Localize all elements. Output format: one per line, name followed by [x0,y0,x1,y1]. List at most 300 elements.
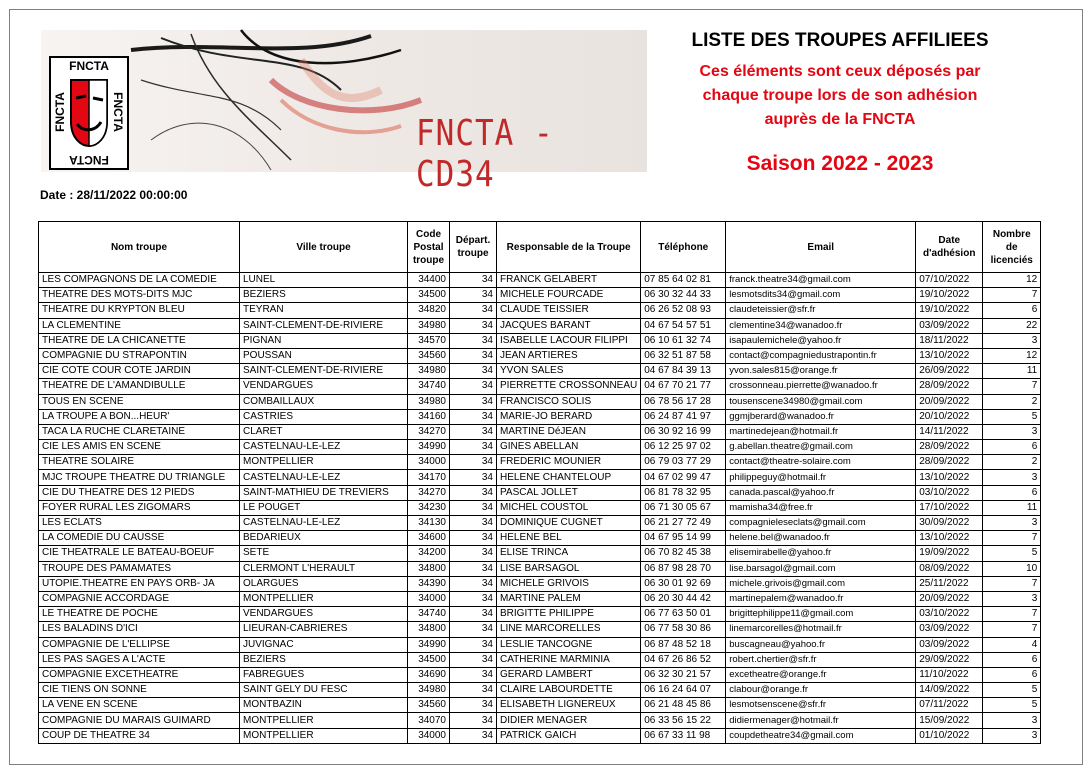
cell-cp: 34800 [408,622,450,637]
cell-responsable: LINE MARCORELLES [497,622,641,637]
cell-email[interactable]: excetheatre@orange.fr [726,667,916,682]
cell-email[interactable]: lesmotsenscene@sfr.fr [726,698,916,713]
cell-dep: 34 [450,303,497,318]
season-label: Saison 2022 - 2023 [746,152,934,175]
cell-email[interactable]: claudeteissier@sfr.fr [726,303,916,318]
cell-ville: CLARET [240,424,408,439]
col-header-dep: Départ. troupe [450,222,497,273]
cell-telephone: 04 67 95 14 99 [641,531,726,546]
cell-telephone: 06 71 30 05 67 [641,500,726,515]
cell-telephone: 06 16 24 64 07 [641,683,726,698]
cell-dep: 34 [450,440,497,455]
cell-responsable: PASCAL JOLLET [497,485,641,500]
cell-responsable: CLAIRE LABOURDETTE [497,683,641,698]
cell-nom: UTOPIE.THEATRE EN PAYS ORB- JA [39,576,240,591]
cell-telephone: 04 67 02 99 47 [641,470,726,485]
table-row [39,273,1041,288]
logo-text-right: FNCTA [111,92,125,132]
cell-telephone: 06 87 98 28 70 [641,561,726,576]
table-row [39,531,1041,546]
cell-responsable: MARIE-JO BERARD [497,409,641,424]
cell-date: 08/09/2022 [916,561,983,576]
cell-ville: SAINT-CLEMENT-DE-RIVIERE [240,318,408,333]
cell-dep: 34 [450,531,497,546]
subtitle-line: Ces éléments sont ceux déposés par [699,63,981,80]
cell-cp: 34560 [408,348,450,363]
table-row [39,500,1041,515]
cell-date: 17/10/2022 [916,500,983,515]
cell-licencies: 7 [983,288,1041,303]
cell-licencies: 3 [983,728,1041,743]
table-row [39,303,1041,318]
table-row [39,348,1041,363]
cell-responsable: PIERRETTE CROSSONNEAU [497,379,641,394]
cell-ville: CASTELNAU-LE-LEZ [240,516,408,531]
cell-nom: LA VENE EN SCENE [39,698,240,713]
cell-cp: 34800 [408,561,450,576]
cell-dep: 34 [450,318,497,333]
table-row [39,546,1041,561]
cell-licencies: 3 [983,470,1041,485]
cell-date: 25/11/2022 [916,576,983,591]
cell-licencies: 7 [983,622,1041,637]
cell-licencies: 3 [983,591,1041,606]
cell-responsable: BRIGITTE PHILIPPE [497,607,641,622]
cell-licencies: 3 [983,333,1041,348]
cell-date: 20/09/2022 [916,591,983,606]
cell-date: 19/10/2022 [916,288,983,303]
cell-cp: 34170 [408,470,450,485]
cell-ville: BEZIERS [240,288,408,303]
table-row [39,424,1041,439]
cell-telephone: 06 20 30 44 42 [641,591,726,606]
cell-dep: 34 [450,698,497,713]
cell-date: 19/10/2022 [916,303,983,318]
cell-telephone: 06 24 87 41 97 [641,409,726,424]
cell-email[interactable]: buscagneau@yahoo.fr [726,637,916,652]
cell-ville: LE POUGET [240,500,408,515]
cell-telephone: 04 67 54 57 51 [641,318,726,333]
cell-telephone: 04 67 84 39 13 [641,364,726,379]
logo-text-top: FNCTA [69,59,109,73]
cell-nom: THEATRE DE L'AMANDIBULLE [39,379,240,394]
cell-nom: MJC TROUPE THEATRE DU TRIANGLE [39,470,240,485]
cell-email[interactable]: compagnieleseclats@gmail.com [726,516,916,531]
cell-licencies: 11 [983,364,1041,379]
cell-responsable: LESLIE TANCOGNE [497,637,641,652]
cell-email[interactable]: michele.grivois@gmail.com [726,576,916,591]
cell-cp: 34270 [408,485,450,500]
cell-email[interactable]: clementine34@wanadoo.fr [726,318,916,333]
table-row [39,637,1041,652]
cell-licencies: 6 [983,652,1041,667]
cell-licencies: 5 [983,683,1041,698]
cell-ville: SAINT GELY DU FESC [240,683,408,698]
cell-telephone: 06 81 78 32 95 [641,485,726,500]
cell-email[interactable]: franck.theatre34@gmail.com [726,273,916,288]
cell-telephone: 06 87 48 52 18 [641,637,726,652]
cell-responsable: MICHELE GRIVOIS [497,576,641,591]
cell-dep: 34 [450,576,497,591]
cell-dep: 34 [450,713,497,728]
cell-ville: MONTPELLIER [240,455,408,470]
col-header-licencies: Nombre de licenciés [983,222,1041,273]
cell-date: 01/10/2022 [916,728,983,743]
cell-date: 29/09/2022 [916,652,983,667]
cell-email[interactable]: lise.barsagol@gmail.com [726,561,916,576]
cell-dep: 34 [450,364,497,379]
cell-date: 03/09/2022 [916,622,983,637]
cell-ville: BEDARIEUX [240,531,408,546]
cell-telephone: 06 10 61 32 74 [641,333,726,348]
cell-telephone: 07 85 64 02 81 [641,273,726,288]
col-header-email: Email [726,222,916,273]
cell-nom: LA TROUPE A BON...HEUR' [39,409,240,424]
cell-email[interactable]: canada.pascal@yahoo.fr [726,485,916,500]
cell-telephone: 06 30 92 16 99 [641,424,726,439]
cell-cp: 34000 [408,591,450,606]
col-header-date: Date d'adhésion [916,222,983,273]
cell-licencies: 4 [983,637,1041,652]
cell-licencies: 22 [983,318,1041,333]
table-row [39,318,1041,333]
subtitle-line: chaque troupe lors de son adhésion [702,87,978,104]
cell-telephone: 06 67 33 11 98 [641,728,726,743]
cell-licencies: 6 [983,440,1041,455]
cell-cp: 34990 [408,637,450,652]
cell-licencies: 7 [983,576,1041,591]
cell-responsable: DOMINIQUE CUGNET [497,516,641,531]
cell-nom: THEATRE DES MOTS-DITS MJC [39,288,240,303]
cell-email[interactable]: contact@compagniedustrapontin.fr [726,348,916,363]
table-row [39,698,1041,713]
cell-date: 26/09/2022 [916,364,983,379]
cell-ville: BEZIERS [240,652,408,667]
cell-date: 18/11/2022 [916,333,983,348]
cell-ville: JUVIGNAC [240,637,408,652]
table-row [39,652,1041,667]
cell-cp: 34600 [408,531,450,546]
cell-nom: THEATRE SOLAIRE [39,455,240,470]
cell-ville: CLERMONT L'HERAULT [240,561,408,576]
cell-telephone: 06 79 03 77 29 [641,455,726,470]
cell-email[interactable]: tousenscene34980@gmail.com [726,394,916,409]
cell-responsable: MARTINE PALEM [497,591,641,606]
cell-licencies: 6 [983,303,1041,318]
cell-telephone: 06 70 82 45 38 [641,546,726,561]
table-row [39,379,1041,394]
cell-email[interactable]: lesmotsdits34@gmail.com [726,288,916,303]
cell-nom: CIE LES AMIS EN SCENE [39,440,240,455]
cell-email[interactable]: mamisha34@free.fr [726,500,916,515]
cell-date: 11/10/2022 [916,667,983,682]
cell-nom: CIE THEATRALE LE BATEAU-BOEUF [39,546,240,561]
cell-nom: COMPAGNIE EXCETHEATRE [39,667,240,682]
cell-responsable: ISABELLE LACOUR FILIPPI [497,333,641,348]
cell-nom: LES COMPAGNONS DE LA COMEDIE [39,273,240,288]
cell-responsable: GERARD LAMBERT [497,667,641,682]
cell-nom: COMPAGNIE DU MARAIS GUIMARD [39,713,240,728]
table-row [39,485,1041,500]
cell-responsable: HELENE BEL [497,531,641,546]
cell-ville: CASTELNAU-LE-LEZ [240,440,408,455]
cell-responsable: MICHELE FOURCADE [497,288,641,303]
cell-date: 03/09/2022 [916,637,983,652]
cell-nom: COMPAGNIE DU STRAPONTIN [39,348,240,363]
cell-licencies: 3 [983,713,1041,728]
logo-text-left: FNCTA [53,92,67,132]
table-row [39,591,1041,606]
cell-cp: 34740 [408,379,450,394]
cell-dep: 34 [450,667,497,682]
cell-cp: 34980 [408,683,450,698]
cell-telephone: 04 67 26 86 52 [641,652,726,667]
cell-telephone: 06 32 51 87 58 [641,348,726,363]
cell-telephone: 04 67 70 21 77 [641,379,726,394]
cell-dep: 34 [450,485,497,500]
cell-dep: 34 [450,546,497,561]
cell-date: 28/09/2022 [916,379,983,394]
cell-email[interactable]: brigittephilippe11@gmail.com [726,607,916,622]
cell-date: 07/11/2022 [916,698,983,713]
cell-telephone: 06 21 48 45 86 [641,698,726,713]
cell-ville: COMBAILLAUX [240,394,408,409]
cell-licencies: 2 [983,394,1041,409]
cell-ville: CASTELNAU-LE-LEZ [240,470,408,485]
cell-dep: 34 [450,348,497,363]
cell-licencies: 2 [983,455,1041,470]
table-row [39,576,1041,591]
cell-nom: LES PAS SAGES A L'ACTE [39,652,240,667]
cell-ville: OLARGUES [240,576,408,591]
table-row [39,713,1041,728]
cell-dep: 34 [450,500,497,515]
cell-date: 13/10/2022 [916,348,983,363]
cell-nom: LES BALADINS D'ICI [39,622,240,637]
cell-date: 14/11/2022 [916,424,983,439]
cell-cp: 34200 [408,546,450,561]
cell-telephone: 06 78 56 17 28 [641,394,726,409]
cell-licencies: 11 [983,500,1041,515]
cell-ville: VENDARGUES [240,379,408,394]
cell-date: 28/09/2022 [916,455,983,470]
cell-dep: 34 [450,652,497,667]
col-header-responsable: Responsable de la Troupe [497,222,641,273]
cell-nom: LA COMEDIE DU CAUSSE [39,531,240,546]
cell-dep: 34 [450,591,497,606]
cell-responsable: CLAUDE TEISSIER [497,303,641,318]
cell-licencies: 12 [983,273,1041,288]
cell-responsable: MARTINE DéJEAN [497,424,641,439]
report-date: Date : 28/11/2022 00:00:00 [40,188,188,202]
cell-cp: 34980 [408,318,450,333]
cell-cp: 34390 [408,576,450,591]
cell-email[interactable]: linemarcorelles@hotmail.fr [726,622,916,637]
cell-ville: PIGNAN [240,333,408,348]
table-row [39,455,1041,470]
cell-date: 20/09/2022 [916,394,983,409]
table-row [39,622,1041,637]
cell-licencies: 3 [983,516,1041,531]
cell-responsable: JACQUES BARANT [497,318,641,333]
cell-licencies: 7 [983,379,1041,394]
cell-cp: 34070 [408,713,450,728]
cell-dep: 34 [450,273,497,288]
cell-date: 14/09/2022 [916,683,983,698]
cell-dep: 34 [450,683,497,698]
cell-responsable: FREDERIC MOUNIER [497,455,641,470]
cell-telephone: 06 26 52 08 93 [641,303,726,318]
cell-ville: SAINT-CLEMENT-DE-RIVIERE [240,364,408,379]
cell-cp: 34500 [408,288,450,303]
table-row [39,394,1041,409]
cell-licencies: 10 [983,561,1041,576]
cell-email[interactable]: contact@theatre-solaire.com [726,455,916,470]
cell-responsable: FRANCISCO SOLIS [497,394,641,409]
fncta-logo [49,56,129,170]
cell-cp: 34130 [408,516,450,531]
cell-dep: 34 [450,424,497,439]
cell-nom: TACA LA RUCHE CLARETAINE [39,424,240,439]
cell-licencies: 5 [983,698,1041,713]
cell-responsable: CATHERINE MARMINIA [497,652,641,667]
cell-telephone: 06 77 63 50 01 [641,607,726,622]
cell-telephone: 06 77 58 30 86 [641,622,726,637]
cell-nom: CIE COTE COUR COTE JARDIN [39,364,240,379]
table-row [39,728,1041,743]
cell-licencies: 7 [983,607,1041,622]
cell-licencies: 7 [983,531,1041,546]
page-subtitle [655,60,1025,132]
cell-nom: LE THEATRE DE POCHE [39,607,240,622]
cell-ville: MONTPELLIER [240,591,408,606]
cell-responsable: GINES ABELLAN [497,440,641,455]
cell-nom: COMPAGNIE ACCORDAGE [39,591,240,606]
table-row [39,516,1041,531]
cell-cp: 34980 [408,364,450,379]
cell-licencies: 5 [983,546,1041,561]
cell-telephone: 06 30 01 92 69 [641,576,726,591]
cell-dep: 34 [450,333,497,348]
cell-email[interactable]: g.abellan.theatre@gmail.com [726,440,916,455]
cell-date: 20/10/2022 [916,409,983,424]
cell-cp: 34230 [408,500,450,515]
cell-email[interactable]: coupdetheatre34@gmail.com [726,728,916,743]
cell-licencies: 5 [983,409,1041,424]
cell-date: 30/09/2022 [916,516,983,531]
table-row [39,561,1041,576]
cell-email[interactable]: ggmjberard@wanadoo.fr [726,409,916,424]
cell-email[interactable]: clabour@orange.fr [726,683,916,698]
cell-email[interactable]: elisemirabelle@yahoo.fr [726,546,916,561]
cell-email[interactable]: martinepalem@wanadoo.fr [726,591,916,606]
cell-dep: 34 [450,561,497,576]
table-row [39,607,1041,622]
cell-email[interactable]: philippeguy@hotmail.fr [726,470,916,485]
cell-cp: 34400 [408,273,450,288]
cell-responsable: ELISABETH LIGNEREUX [497,698,641,713]
cell-ville: LIEURAN-CABRIERES [240,622,408,637]
cell-nom: LA CLEMENTINE [39,318,240,333]
cell-date: 28/09/2022 [916,440,983,455]
cell-cp: 34000 [408,728,450,743]
cell-responsable: PATRICK GAICH [497,728,641,743]
table-header-row [39,222,1041,273]
cell-date: 15/09/2022 [916,713,983,728]
cell-ville: SAINT-MATHIEU DE TREVIERS [240,485,408,500]
cell-telephone: 06 33 56 15 22 [641,713,726,728]
cell-licencies: 6 [983,667,1041,682]
cell-dep: 34 [450,379,497,394]
cell-dep: 34 [450,409,497,424]
cell-responsable: JEAN ARTIERES [497,348,641,363]
cell-licencies: 3 [983,424,1041,439]
table-row [39,288,1041,303]
cell-ville: LUNEL [240,273,408,288]
cell-email[interactable]: martinedejean@hotmail.fr [726,424,916,439]
cell-telephone: 06 12 25 97 02 [641,440,726,455]
table-row [39,440,1041,455]
cell-cp: 34740 [408,607,450,622]
cell-cp: 34500 [408,652,450,667]
cell-email[interactable]: robert.chertier@sfr.fr [726,652,916,667]
troupes-table [38,221,1041,744]
cell-date: 19/09/2022 [916,546,983,561]
col-header-telephone: Téléphone [641,222,726,273]
cell-date: 07/10/2022 [916,273,983,288]
cell-email[interactable]: isapaulemichele@yahoo.fr [726,333,916,348]
cell-email[interactable]: didiermenager@hotmail.fr [726,713,916,728]
cell-telephone: 06 21 27 72 49 [641,516,726,531]
cell-nom: COUP DE THEATRE 34 [39,728,240,743]
cell-telephone: 06 30 32 44 33 [641,288,726,303]
cell-nom: CIE TIENS ON SONNE [39,683,240,698]
table-row [39,667,1041,682]
cell-cp: 34160 [408,409,450,424]
cell-responsable: LISE BARSAGOL [497,561,641,576]
cell-date: 13/10/2022 [916,531,983,546]
subtitle-line: auprès de la FNCTA [764,111,916,128]
table-row [39,470,1041,485]
cell-ville: SETE [240,546,408,561]
banner-title: FNCTA - CD34 [416,112,554,196]
cell-licencies: 6 [983,485,1041,500]
cell-dep: 34 [450,516,497,531]
cell-telephone: 06 32 30 21 57 [641,667,726,682]
cell-dep: 34 [450,288,497,303]
cell-dep: 34 [450,637,497,652]
cell-responsable: FRANCK GELABERT [497,273,641,288]
cell-email[interactable]: crossonneau.pierrette@wanadoo.fr [726,379,916,394]
col-header-ville: Ville troupe [240,222,408,273]
cell-dep: 34 [450,607,497,622]
cell-email[interactable]: helene.bel@wanadoo.fr [726,531,916,546]
cell-cp: 34000 [408,455,450,470]
cell-ville: MONTPELLIER [240,728,408,743]
cell-ville: POUSSAN [240,348,408,363]
cell-cp: 34270 [408,424,450,439]
cell-responsable: YVON SALES [497,364,641,379]
table-row [39,409,1041,424]
cell-date: 03/10/2022 [916,607,983,622]
cell-email[interactable]: yvon.sales815@orange.fr [726,364,916,379]
cell-nom: COMPAGNIE DE L'ELLIPSE [39,637,240,652]
cell-date: 03/10/2022 [916,485,983,500]
cell-nom: CIE DU THEATRE DES 12 PIEDS [39,485,240,500]
cell-dep: 34 [450,622,497,637]
cell-date: 13/10/2022 [916,470,983,485]
cell-cp: 34980 [408,394,450,409]
